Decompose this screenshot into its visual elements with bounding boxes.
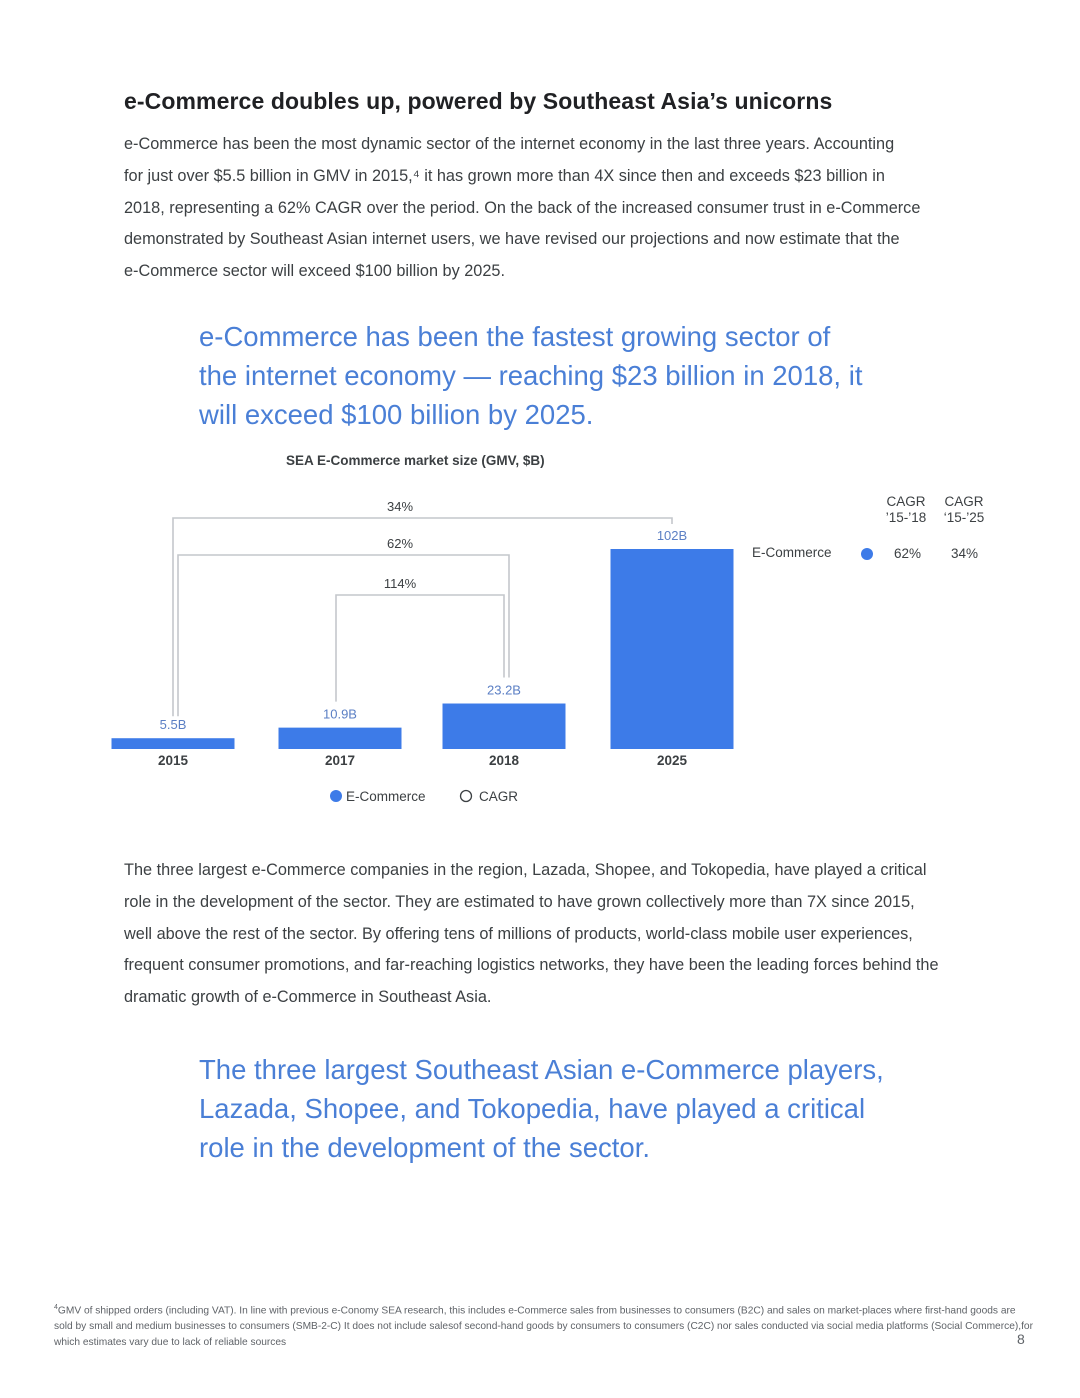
- chart-title: SEA E-Commerce market size (GMV, $B): [286, 453, 545, 468]
- footnote-marker: 4: [54, 1304, 58, 1311]
- bar-2017: [279, 728, 402, 749]
- value-label-2025: 102B: [656, 528, 688, 543]
- value-label-2018: 23.2B: [487, 682, 521, 698]
- pull-quote-2: The three largest Southeast Asian e-Commerce players, Lazada, Shopee, and Tokopedia, have played a critical role in the development of the sector.: [199, 1054, 884, 1163]
- cagr-bracket-label-1: 34%: [386, 499, 414, 514]
- category-label-2018: 2018: [488, 753, 520, 768]
- cagr-value-15-25: 34%: [951, 546, 979, 561]
- value-label-2015: 5.5B: [159, 717, 187, 733]
- cagr-col-2-header: CAGR ‘15-’25: [943, 494, 985, 525]
- cagr-bracket-3: [336, 595, 504, 702]
- legend-ecommerce-label: E-Commerce: [346, 789, 426, 804]
- bar-2018: [443, 704, 566, 749]
- legend-cagr-label: CAGR: [479, 789, 519, 804]
- cagr-bracket-label-2: 62%: [386, 536, 414, 551]
- pull-quote-1: e-Commerce has been the fastest growing sector of the internet economy — reaching $23 billion in 2018, it will exceed $100 billion by 2025.: [199, 321, 863, 430]
- ecommerce-dot-icon: [861, 548, 873, 560]
- cagr-bracket-2: [178, 555, 509, 716]
- legend-ecommerce-icon: [330, 790, 342, 802]
- bar-2015: [112, 738, 235, 749]
- category-label-2015: 2015: [157, 753, 189, 768]
- footnote: [54, 1300, 1034, 1351]
- value-label-2017: 10.9B: [323, 706, 357, 722]
- category-label-2025: 2025: [656, 753, 688, 768]
- intro-paragraph: e-Commerce has been the most dynamic sector of the internet economy in the last three years. Accounting for just over $5.5 billion in GMV in 2015,⁴ it has grown more than 4X since then and exceeds $23 billion in 2018, representing a 62% CAGR over the period. On the back of the increased consumer trust in e-Commerce demonstrated by Southeast Asian internet users, we have revised our projections and now estimate that the e-Commerce sector will exceed $100 billion by 2025.: [124, 135, 921, 281]
- cagr-bracket-label-3: 114%: [383, 576, 417, 591]
- companies-paragraph: The three largest e-Commerce companies in the region, Lazada, Shopee, and Tokopedia, have played a critical role in the development of the sector. They are estimated to have grown collectively more than 7X since 2015, well above the rest of the sector. By offering tens of millions of products, world-class mobile user experiences, frequent consumer promotions, and far-reaching logistics networks, they have been the leading forces behind the dramatic growth of e-Commerce in Southeast Asia.: [124, 861, 939, 1007]
- cagr-row-label: E-Commerce: [752, 545, 832, 560]
- footnote-text: GMV of shipped orders (including VAT). In line with previous e-Conomy SEA research, this includes e-Commerce sales from businesses to consumers (B2C) and sales on market-places where first-hand goods are sold by small and medium businesses to consumers (SMB-2-C) It does not include salesof second-hand goods by consumers to consumers (C2C) nor sales conducted via social media platforms (Social Commerce),for which estimates vary due to lack of reliable sources: [54, 1305, 1033, 1349]
- market-size-chart: [0, 480, 1080, 820]
- section-heading: e-Commerce doubles up, powered by Southeast Asia’s unicorns: [124, 88, 833, 114]
- cagr-value-15-18: 62%: [894, 546, 922, 561]
- category-label-2017: 2017: [324, 753, 356, 768]
- legend-cagr-icon: [461, 791, 472, 802]
- page-number: 8: [1017, 1331, 1025, 1347]
- cagr-col-1-header: CAGR ’15-’18: [885, 494, 927, 525]
- bar-2025: [611, 549, 734, 749]
- cagr-bracket-1: [173, 518, 672, 716]
